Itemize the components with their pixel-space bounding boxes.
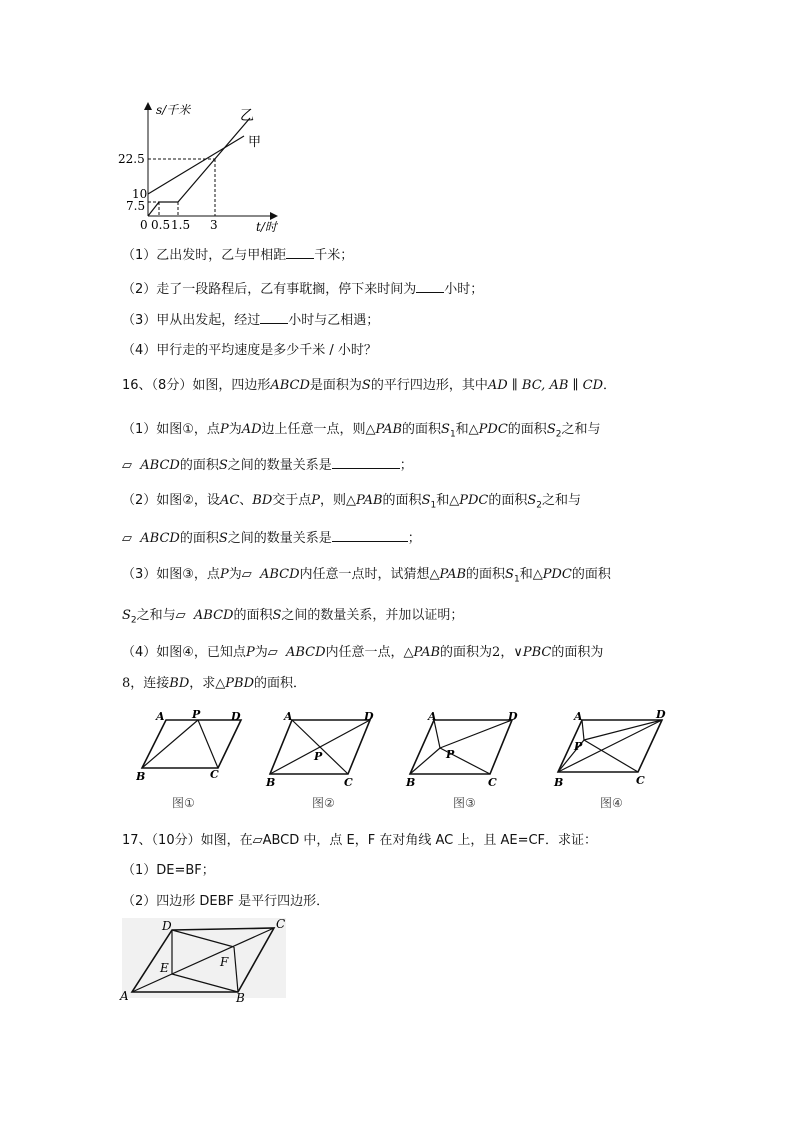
figure-2-caption: 图② [312,796,335,810]
svg-text:C: C [276,917,286,931]
q16-part1-line1: （1）如图①，点P为AD边上任意一点，则△PAB的面积$S_1$和△PDC的面积$S_2$之和与 [122,422,601,440]
q16-part3-line1: （3）如图③，点P为▱ ABCD内任意一点时，试猜想△PAB的面积$S_1$和△PDC的面积 [122,567,611,585]
svg-text:A: A [284,710,293,723]
line-yi-label: 乙 [240,108,254,124]
figure-3-caption: 图③ [453,796,476,810]
q16-part2-line1: （2）如图②，设AC、BD交于点P，则△PAB的面积$S_1$和△PDC的面积$S_2$之和与 [122,493,581,511]
svg-text:D: D [364,710,374,723]
q15-part3: （3）甲从出发起，经过 小时与乙相遇； [122,313,380,328]
svg-text:C: C [344,776,353,789]
x-tick-1.5: 1.5 [171,218,191,232]
svg-text:A: A [428,710,437,723]
line-yi [148,118,250,216]
answer-blank[interactable] [332,456,400,469]
figure-3-parallelogram [404,708,522,790]
svg-text:A: A [156,710,165,723]
svg-text:C: C [636,774,645,787]
y-tick-10: 10 [132,187,148,201]
q16-part3-line2: $S_2$之和与▱ ABCD的面积S之间的数量关系，并加以证明； [122,608,464,626]
q17-figure [116,914,290,1004]
x-tick-0.5: 0.5 [151,218,171,232]
svg-text:E: E [160,961,169,975]
q16-part4-line1: （4）如图④，已知点P为▱ ABCD内任意一点，△PAB的面积为2，∨PBC的面积为 [122,645,604,660]
q15-part2: （2）走了一段路程后，乙有事耽搁，停下来时间为 小时； [122,282,484,297]
answer-blank[interactable] [416,280,444,293]
answer-blank[interactable] [260,311,288,324]
figure-1-parallelogram [136,710,254,790]
x-tick-3: 3 [210,218,218,232]
figure-4-caption: 图④ [600,796,623,810]
svg-text:P: P [446,748,455,761]
y-tick-22.5: 22.5 [118,152,145,166]
svg-text:B: B [236,991,245,1004]
q16-part2-line2: ▱ ABCD的面积S之间的数量关系是 ； [122,531,421,546]
svg-text:B: B [406,776,416,789]
svg-text:P: P [574,740,583,753]
y-tick-0: 0 [140,218,148,232]
svg-text:B: B [554,776,564,789]
line-jia-label: 甲 [248,135,262,150]
svg-text:C: C [488,776,497,789]
q17-part1: （1）DE=BF； [122,863,215,878]
svg-text:P: P [192,710,201,721]
svg-text:A: A [120,989,129,1003]
q17-part2: （2）四边形 DEBF 是平行四边形． [122,894,330,909]
distance-time-graph [118,98,278,236]
svg-text:F: F [220,955,229,969]
q16-intro: 16、（8分）如图，四边形ABCD是面积为S的平行四边形，其中AD ∥ BC, AB ∥ CD． [122,378,617,393]
svg-text:C: C [210,768,219,781]
svg-text:D: D [508,710,518,723]
svg-text:P: P [314,750,323,763]
figure-2-parallelogram [264,708,382,790]
svg-text:B: B [136,770,146,783]
q17-intro: 17、（10分）如图，在▱ABCD 中，点 E，F 在对角线 AC 上，且 AE=CF．求证： [122,833,598,848]
answer-blank[interactable] [286,246,314,259]
svg-text:D: D [231,710,241,723]
figure-4-parallelogram [552,706,676,792]
y-tick-7.5: 7.5 [126,199,146,213]
figure-1-caption: 图① [172,796,195,810]
q16-part4-line2: 8，连接BD，求△PBD的面积． [122,676,307,691]
q15-part1: （1）乙出发时，乙与甲相距 千米； [122,248,354,263]
svg-text:A: A [574,710,583,723]
x-axis-label: t/时 [256,220,277,234]
answer-blank[interactable] [332,529,408,542]
svg-text:B: B [266,776,276,789]
q16-part1-line2: ▱ ABCD的面积S之间的数量关系是 ； [122,458,413,473]
svg-text:D: D [656,708,666,721]
line-jia [148,136,244,194]
y-axis-label: s/千米 [156,103,191,117]
q15-part4: （4）甲行走的平均速度是多少千米 / 小时？ [122,343,377,358]
svg-text:D: D [162,919,172,933]
